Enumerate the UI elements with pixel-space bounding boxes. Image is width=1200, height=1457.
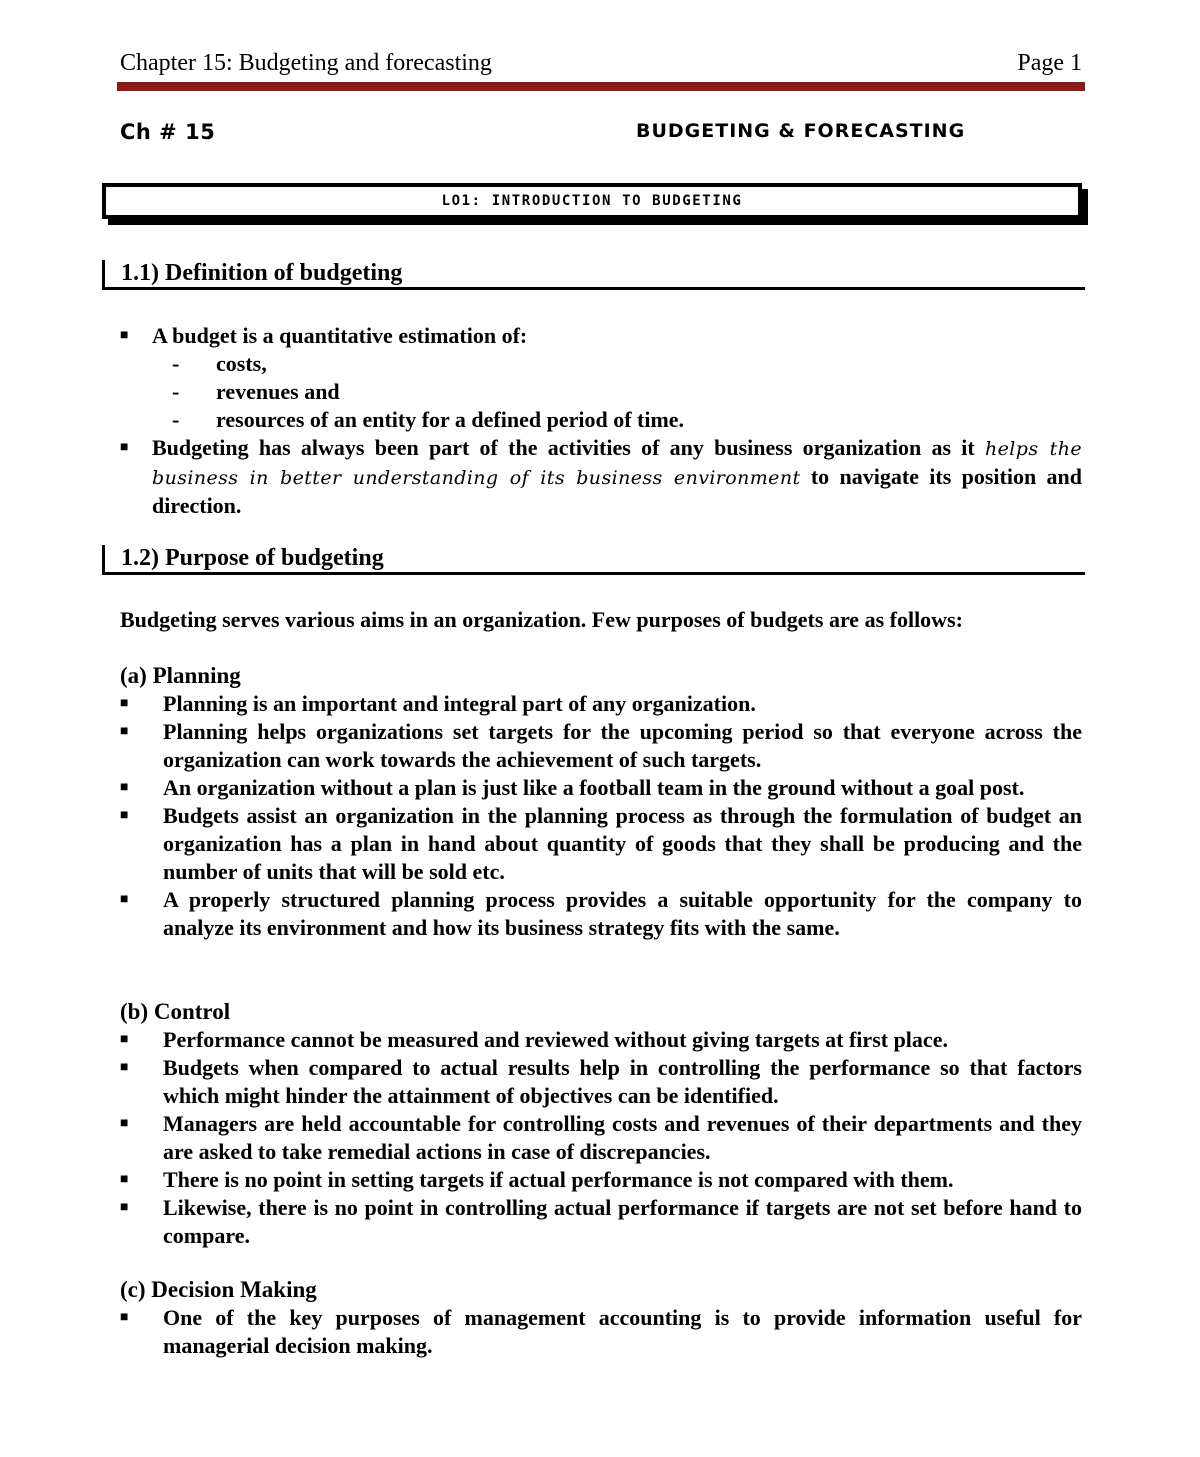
square-bullet-icon: ■: [120, 1116, 129, 1131]
square-bullet-icon: ■: [120, 440, 129, 455]
section-heading-1-2: [102, 545, 1085, 575]
subheading-control: (b) Control: [120, 999, 231, 1024]
control-block: [120, 998, 1082, 1250]
square-bullet-icon: ■: [120, 696, 129, 711]
subheading-decision-making: (c) Decision Making: [120, 1277, 317, 1302]
list-item: ■ An organization without a plan is just like a football team in the ground without a goal post.: [120, 775, 1025, 800]
subheading-planning: (a) Planning: [120, 663, 241, 688]
list-item: ■ A budget is a quantitative estimation of:: [120, 323, 528, 348]
list-item: ■ Budgeting has always been part of the activities of any business organization as it helps the business in better understanding of its business environment to navigate its position and direction.: [120, 435, 1083, 518]
section-title: 1.2) Purpose of budgeting: [121, 545, 384, 571]
square-bullet-icon: ■: [120, 1032, 129, 1047]
list-item: ■ Budgets when compared to actual results help in controlling the performance so that factors which might hinder the attainment of objectives can be identified.: [120, 1055, 1082, 1108]
list-item: ■ Budgets assist an organization in the planning process as through the formulation of budget an organization has a plan in hand about quantity of goods that they shall be producing and the number of units that will be sold etc.: [120, 803, 1082, 884]
square-bullet-icon: ■: [120, 892, 129, 907]
list-item: ■ One of the key purposes of management accounting is to provide information useful for managerial decision making.: [120, 1305, 1082, 1358]
square-bullet-icon: ■: [120, 780, 129, 795]
page-number: Page 1: [1017, 50, 1082, 76]
list-item: ■ Performance cannot be measured and reviewed without giving targets at first place.: [120, 1027, 948, 1052]
list-item: ■ Managers are held accountable for controlling costs and revenues of their departments and they are asked to take remedial actions in case of discrepancies.: [120, 1111, 1082, 1164]
header-rule: [117, 82, 1085, 91]
chapter-name: BUDGETING & FORECASTING: [636, 120, 966, 142]
list-item: ■ Planning is an important and integral part of any organization.: [120, 691, 756, 716]
section-heading-1-1: [102, 260, 1085, 290]
sub-item: - costs,: [172, 351, 267, 376]
planning-block: [120, 662, 1082, 942]
learning-objective-box: [102, 183, 1082, 219]
decision-making-block: [120, 1276, 1082, 1360]
square-bullet-icon: ■: [120, 1310, 129, 1325]
purpose-intro: Budgeting serves various aims in an organization. Few purposes of budgets are as follows:: [120, 607, 963, 632]
square-bullet-icon: ■: [120, 1060, 129, 1075]
sub-item: - resources of an entity for a defined period of time.: [172, 407, 685, 432]
square-bullet-icon: ■: [120, 724, 129, 739]
list-item: ■ A properly structured planning process provides a suitable opportunity for the company to analyze its environment and how its business strategy fits with the same.: [120, 887, 1082, 940]
square-bullet-icon: ■: [120, 1200, 129, 1215]
sub-item: - revenues and: [172, 379, 340, 404]
list-item: ■ Planning helps organizations set targets for the upcoming period so that everyone across the organization can work towards the achievement of such targets.: [120, 719, 1082, 772]
chapter-number: Ch # 15: [120, 120, 216, 144]
list-item: ■ Likewise, there is no point in controlling actual performance if targets are not set before hand to compare.: [120, 1195, 1082, 1248]
list-item: ■ There is no point in setting targets if actual performance is not compared with them.: [120, 1167, 954, 1192]
square-bullet-icon: ■: [120, 328, 129, 343]
square-bullet-icon: ■: [120, 808, 129, 823]
emphasis-text: helps the business in better understanding of its business environment: [152, 438, 1083, 489]
learning-objective-title: LO1: INTRODUCTION TO BUDGETING: [441, 193, 743, 209]
square-bullet-icon: ■: [120, 1172, 129, 1187]
section-title: 1.1) Definition of budgeting: [121, 260, 403, 286]
definition-list: [120, 322, 1082, 520]
running-header-title: Chapter 15: Budgeting and forecasting: [120, 50, 492, 76]
